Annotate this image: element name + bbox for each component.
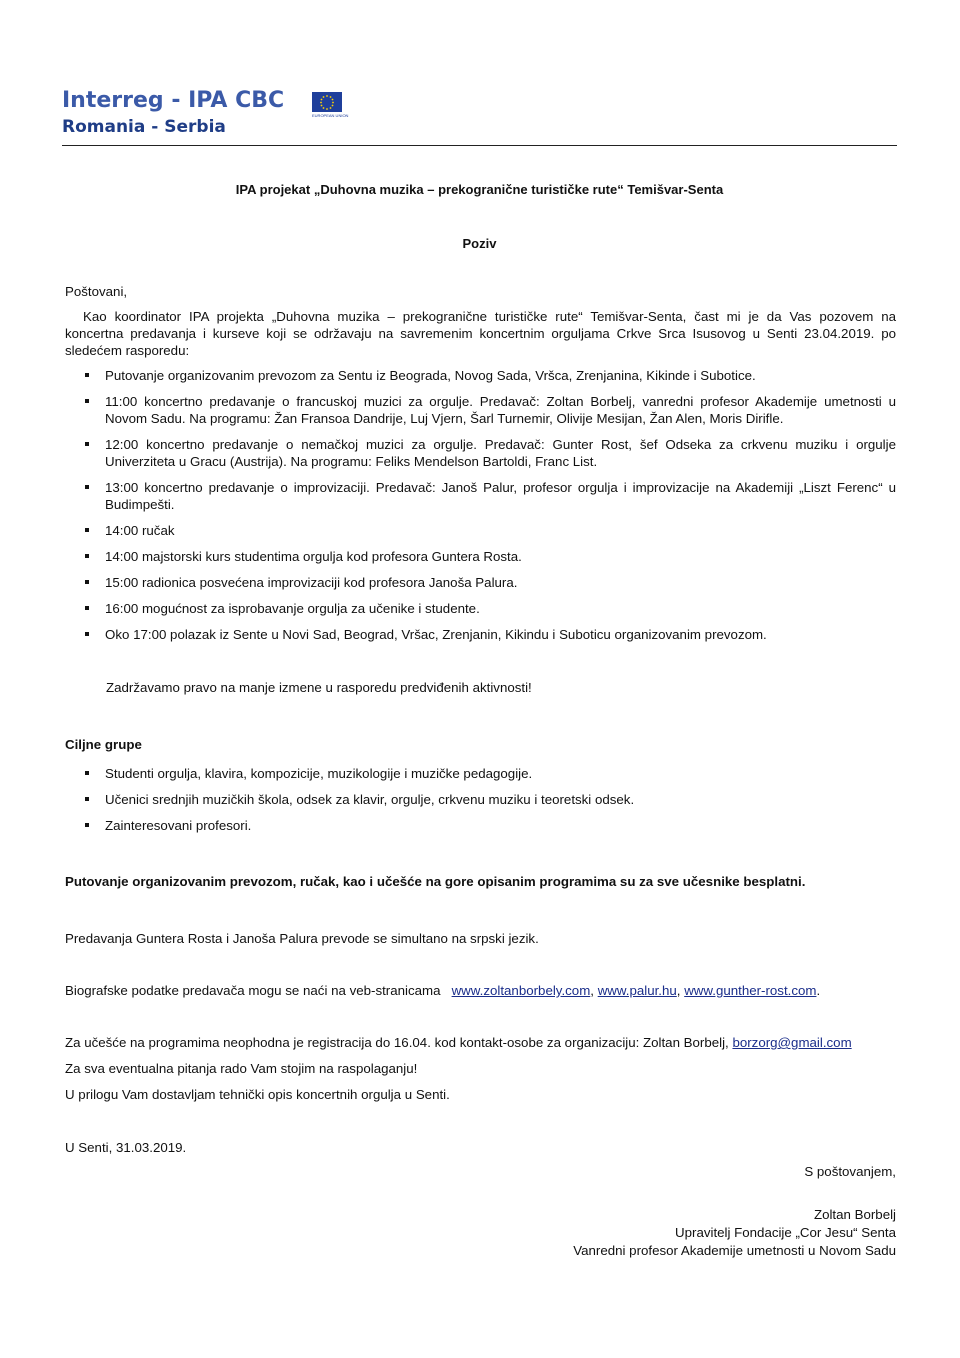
questions-note: Za sva eventualna pitanja rado Vam stojim na raspolaganju! (65, 1061, 418, 1076)
document-heading: Poziv (462, 236, 497, 251)
link-zoltanborbely[interactable]: www.zoltanborbely.com (451, 983, 591, 998)
link-palur[interactable]: www.palur.hu (597, 983, 677, 998)
bio-paragraph (65, 982, 896, 999)
intro-line: sledećem rasporedu: (65, 343, 190, 358)
translation-note: Predavanja Guntera Rosta i Janoša Palura prevode se simultano na srpski jezik. (65, 931, 539, 946)
schedule-item (85, 393, 896, 427)
schedule-list (85, 367, 896, 643)
bio-text: Biografske podatke predavača mogu se naći na veb-stranicama (65, 983, 441, 998)
target-group-item (85, 817, 896, 834)
project-title: IPA projekat „Duhovna muzika – prekogranične turističke rute“ Temišvar-Senta (235, 182, 724, 197)
link-gunther-rost[interactable]: www.gunther-rost.com (684, 983, 817, 998)
bullet-icon (85, 797, 89, 801)
bullet-icon (85, 771, 89, 775)
bullet-icon (85, 606, 89, 610)
bullet-icon (85, 632, 89, 636)
schedule-item (85, 600, 896, 617)
bullet-icon (85, 485, 89, 489)
bio-separator: , (676, 983, 681, 998)
target-group-item (85, 791, 896, 808)
schedule-item (85, 367, 896, 384)
target-group-text: Zainteresovani profesori. (105, 818, 252, 833)
bullet-icon (85, 823, 89, 827)
reservation-note: Zadržavamo pravo na manje izmene u rasporedu predviđenih aktivnosti! (106, 680, 532, 695)
attachment-note: U prilogu Vam dostavljam tehnički opis koncertnih orgulja u Senti. (65, 1087, 450, 1102)
signature-block (573, 1206, 896, 1260)
schedule-item (85, 548, 896, 565)
schedule-item-text: 13:00 koncertno predavanje o improvizaciji. Predavač: Janoš Palur, profesor orgulja i improvizacije na Akademiji „Liszt Ferenc“ u (105, 480, 896, 495)
schedule-item-text: Budimpešti. (105, 497, 175, 512)
schedule-item-text: 14:00 ručak (105, 523, 175, 538)
schedule-item-text: Putovanje organizovanim prevozom za Sentu iz Beograda, Novog Sada, Vršca, Zrenjanina, Kikinde i Subotice. (105, 368, 756, 383)
interreg-logo (62, 88, 349, 138)
bio-separator: , (590, 983, 594, 998)
signature-role: Vanredni profesor Akademije umetnosti u Novom Sadu (573, 1243, 896, 1258)
eu-flag-icon (312, 92, 342, 112)
schedule-item-text: Univerziteta u Gracu (Austrija). Na programu: Feliks Mendelson Bartoldi, Franc List. (105, 454, 598, 469)
signature-name: Zoltan Borbelj (813, 1207, 896, 1222)
registration-paragraph (65, 1034, 896, 1051)
bio-end: . (816, 983, 821, 998)
schedule-item-text: Novom Sadu. Na programu: Žan Fransoa Dandrije, Luj Vjern, Šarl Turnemir, Olivije Mesijan, Žan Alen, Moris Dirifle. (105, 411, 784, 426)
schedule-item (85, 436, 896, 470)
target-group-item (85, 765, 896, 782)
bullet-icon (85, 373, 89, 377)
signature-role: Upravitelj Fondacije „Cor Jesu“ Senta (675, 1225, 896, 1240)
bullet-icon (85, 580, 89, 584)
schedule-item-text: 16:00 mogućnost za isprobavanje orgulja za učenike i studente. (105, 601, 480, 616)
schedule-item (85, 574, 896, 591)
schedule-item (85, 522, 896, 539)
target-group-text: Učenici srednjih muzičkih škola, odsek za klavir, orgulje, crkvenu muziku i teoretski odsek. (105, 792, 635, 807)
registration-text: Za učešće na programima neophodna je registracija do 16.04. kod kontakt-osobe za organizaciju: Zoltan Borbelj, (65, 1035, 729, 1050)
bullet-icon (85, 554, 89, 558)
header-divider (62, 145, 897, 146)
intro-line: Kao koordinator IPA projekta „Duhovna muzika – prekogranične turističke rute“ Temišvar-Senta, čast mi je da Vas pozovem na (83, 309, 896, 324)
schedule-item (85, 479, 896, 513)
email-link[interactable]: borzorg@gmail.com (732, 1035, 852, 1050)
schedule-item-text: 14:00 majstorski kurs studentima orgulja kod profesora Guntera Rosta. (105, 549, 522, 564)
target-groups-list (85, 765, 896, 834)
target-groups-heading: Ciljne grupe (65, 737, 142, 752)
schedule-item (85, 626, 896, 643)
eu-caption: EUROPEAN UNION (312, 113, 349, 118)
schedule-item-text: 15:00 radionica posvećena improvizaciji kod profesora Janoša Palura. (105, 575, 518, 590)
schedule-item-text: Oko 17:00 polazak iz Sente u Novi Sad, Beograd, Vršac, Zrenjanin, Kikindu i Suboticu organizovanim prevozom. (105, 627, 767, 642)
logo-subtitle: Romania - Serbia (62, 117, 226, 137)
schedule-item-text: 12:00 koncertno predavanje o nemačkoj muzici za orgulje. Predavač: Gunter Rost, šef Odseka za crkvenu muziku i orgulje (105, 437, 896, 452)
closing: S poštovanjem, (804, 1164, 896, 1179)
salutation: Poštovani, (65, 284, 128, 299)
intro-line: koncertna predavanja i kurseve koji se održavaju na savremenim koncertnim orguljama Crkve Srca Isusovog u Senti 23.04.2019. po (65, 326, 896, 341)
place-date: U Senti, 31.03.2019. (65, 1140, 187, 1155)
bullet-icon (85, 399, 89, 403)
target-group-text: Studenti orgulja, klavira, kompozicije, muzikologije i muzičke pedagogije. (105, 766, 533, 781)
free-note: Putovanje organizovanim prevozom, ručak, kao i učešće na gore opisanim programima su za sve učesnike besplatni. (65, 874, 806, 889)
intro-paragraph (65, 308, 896, 359)
bullet-icon (85, 442, 89, 446)
logo-title: Interreg - IPA CBC (62, 88, 285, 113)
bullet-icon (85, 528, 89, 532)
schedule-item-text: 11:00 koncertno predavanje o francuskoj muzici za orgulje. Predavač: Zoltan Borbelj, vanredni profesor Akademije umetnosti u (105, 394, 896, 409)
